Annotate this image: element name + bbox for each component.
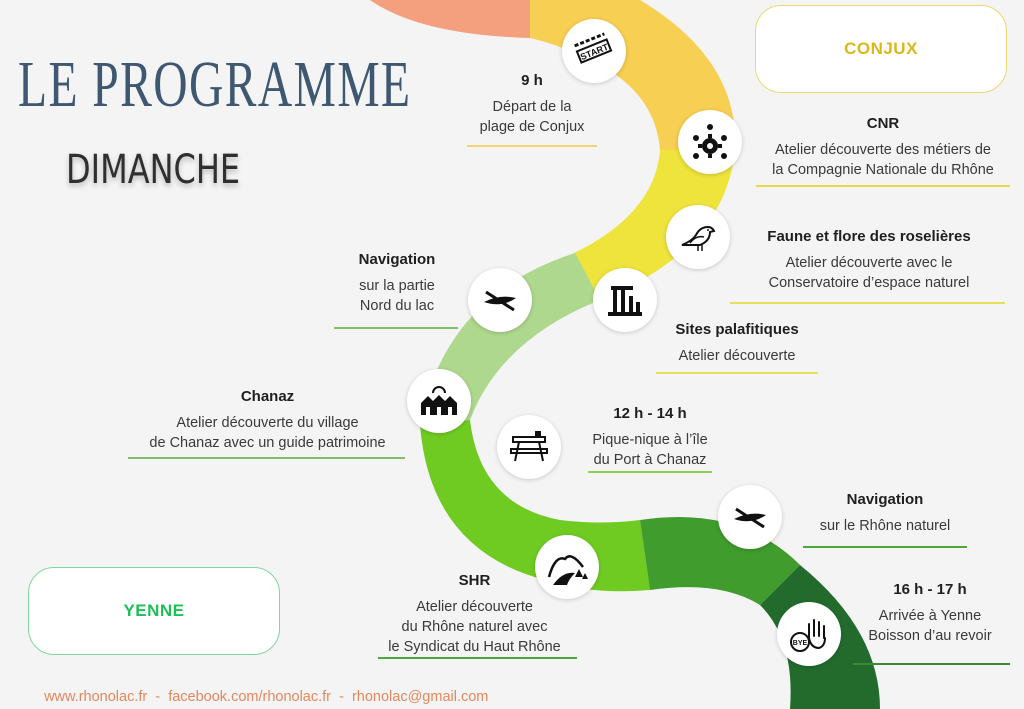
facebook-link[interactable]: facebook.com/rhonolac.fr <box>168 689 331 705</box>
step-heading: 16 h - 17 h <box>893 581 967 598</box>
step-heading: Faune et flore des roselières <box>767 228 971 245</box>
step-cnr <box>752 114 1014 180</box>
website-link[interactable]: www.rhonolac.fr <box>44 689 148 705</box>
ruins-icon <box>593 268 657 332</box>
step-line: Nord du lac <box>359 298 435 314</box>
start-location-label: CONJUX <box>844 39 918 58</box>
village-icon <box>407 369 471 433</box>
step-picnic <box>580 404 720 470</box>
footer <box>36 673 488 705</box>
kayak-icon <box>718 485 782 549</box>
step-line: Atelier découverte <box>416 599 533 615</box>
step-line: Atelier découverte des métiers de <box>775 142 991 158</box>
svg-text:START: START <box>578 41 610 63</box>
mountain-river-icon <box>535 535 599 599</box>
start-location-card <box>755 5 1007 93</box>
step-pile-dwellings <box>652 320 822 366</box>
step-heading: Navigation <box>846 491 924 508</box>
road-segment-1 <box>370 0 530 38</box>
step-chanaz <box>125 387 410 453</box>
step-line: Atelier découverte avec le <box>785 255 953 271</box>
step-line: du Rhône naturel avec <box>401 619 548 635</box>
end-location-label: YENNE <box>123 601 185 620</box>
step-line: Arrivée à Yenne <box>878 608 982 624</box>
start-sign-icon <box>562 19 626 83</box>
footer-separator: - <box>339 689 344 705</box>
step-line: plage de Conjux <box>479 119 585 135</box>
step-line: Départ de la <box>492 99 572 115</box>
step-line: Conservatoire d’espace naturel <box>768 275 970 291</box>
kayak-icon <box>468 268 532 332</box>
step-line: le Syndicat du Haut Rhône <box>388 639 561 655</box>
step-heading: Navigation <box>358 251 436 268</box>
step-line: de Chanaz avec un guide patrimoine <box>149 435 386 451</box>
step-line: Pique-nique à l’île <box>592 432 708 448</box>
bye-hand-icon <box>777 602 841 666</box>
page-subtitle: DIMANCHE <box>66 147 241 193</box>
step-departure <box>462 71 602 137</box>
svg-text:BYE: BYE <box>792 640 808 647</box>
end-location-card <box>28 567 280 655</box>
step-heading: 9 h <box>521 72 543 89</box>
step-line: sur la partie <box>359 278 435 294</box>
bird-icon <box>666 205 730 269</box>
step-line: la Compagnie Nationale du Rhône <box>772 162 994 178</box>
step-heading: SHR <box>458 572 491 589</box>
step-navigation-lake <box>332 250 462 316</box>
step-heading: Sites palafitiques <box>675 321 799 338</box>
picnic-table-icon <box>497 415 561 479</box>
step-fauna-flora <box>738 227 1000 293</box>
step-heading: Chanaz <box>240 388 295 405</box>
step-line: sur le Rhône naturel <box>819 518 951 534</box>
footer-separator: - <box>155 689 161 705</box>
step-navigation-rhone <box>800 490 970 536</box>
step-heading: CNR <box>866 115 900 132</box>
step-line: Boisson d’au revoir <box>868 628 992 644</box>
team-gear-icon <box>678 110 742 174</box>
step-line: Atelier découverte <box>678 348 796 364</box>
page-title: LE PROGRAMME <box>18 48 412 121</box>
step-heading: 12 h - 14 h <box>613 405 687 422</box>
email-link[interactable]: rhonolac@gmail.com <box>351 689 489 705</box>
step-arrival <box>855 580 1005 646</box>
step-line: Atelier découverte du village <box>176 415 359 431</box>
step-line: du Port à Chanaz <box>593 452 707 468</box>
